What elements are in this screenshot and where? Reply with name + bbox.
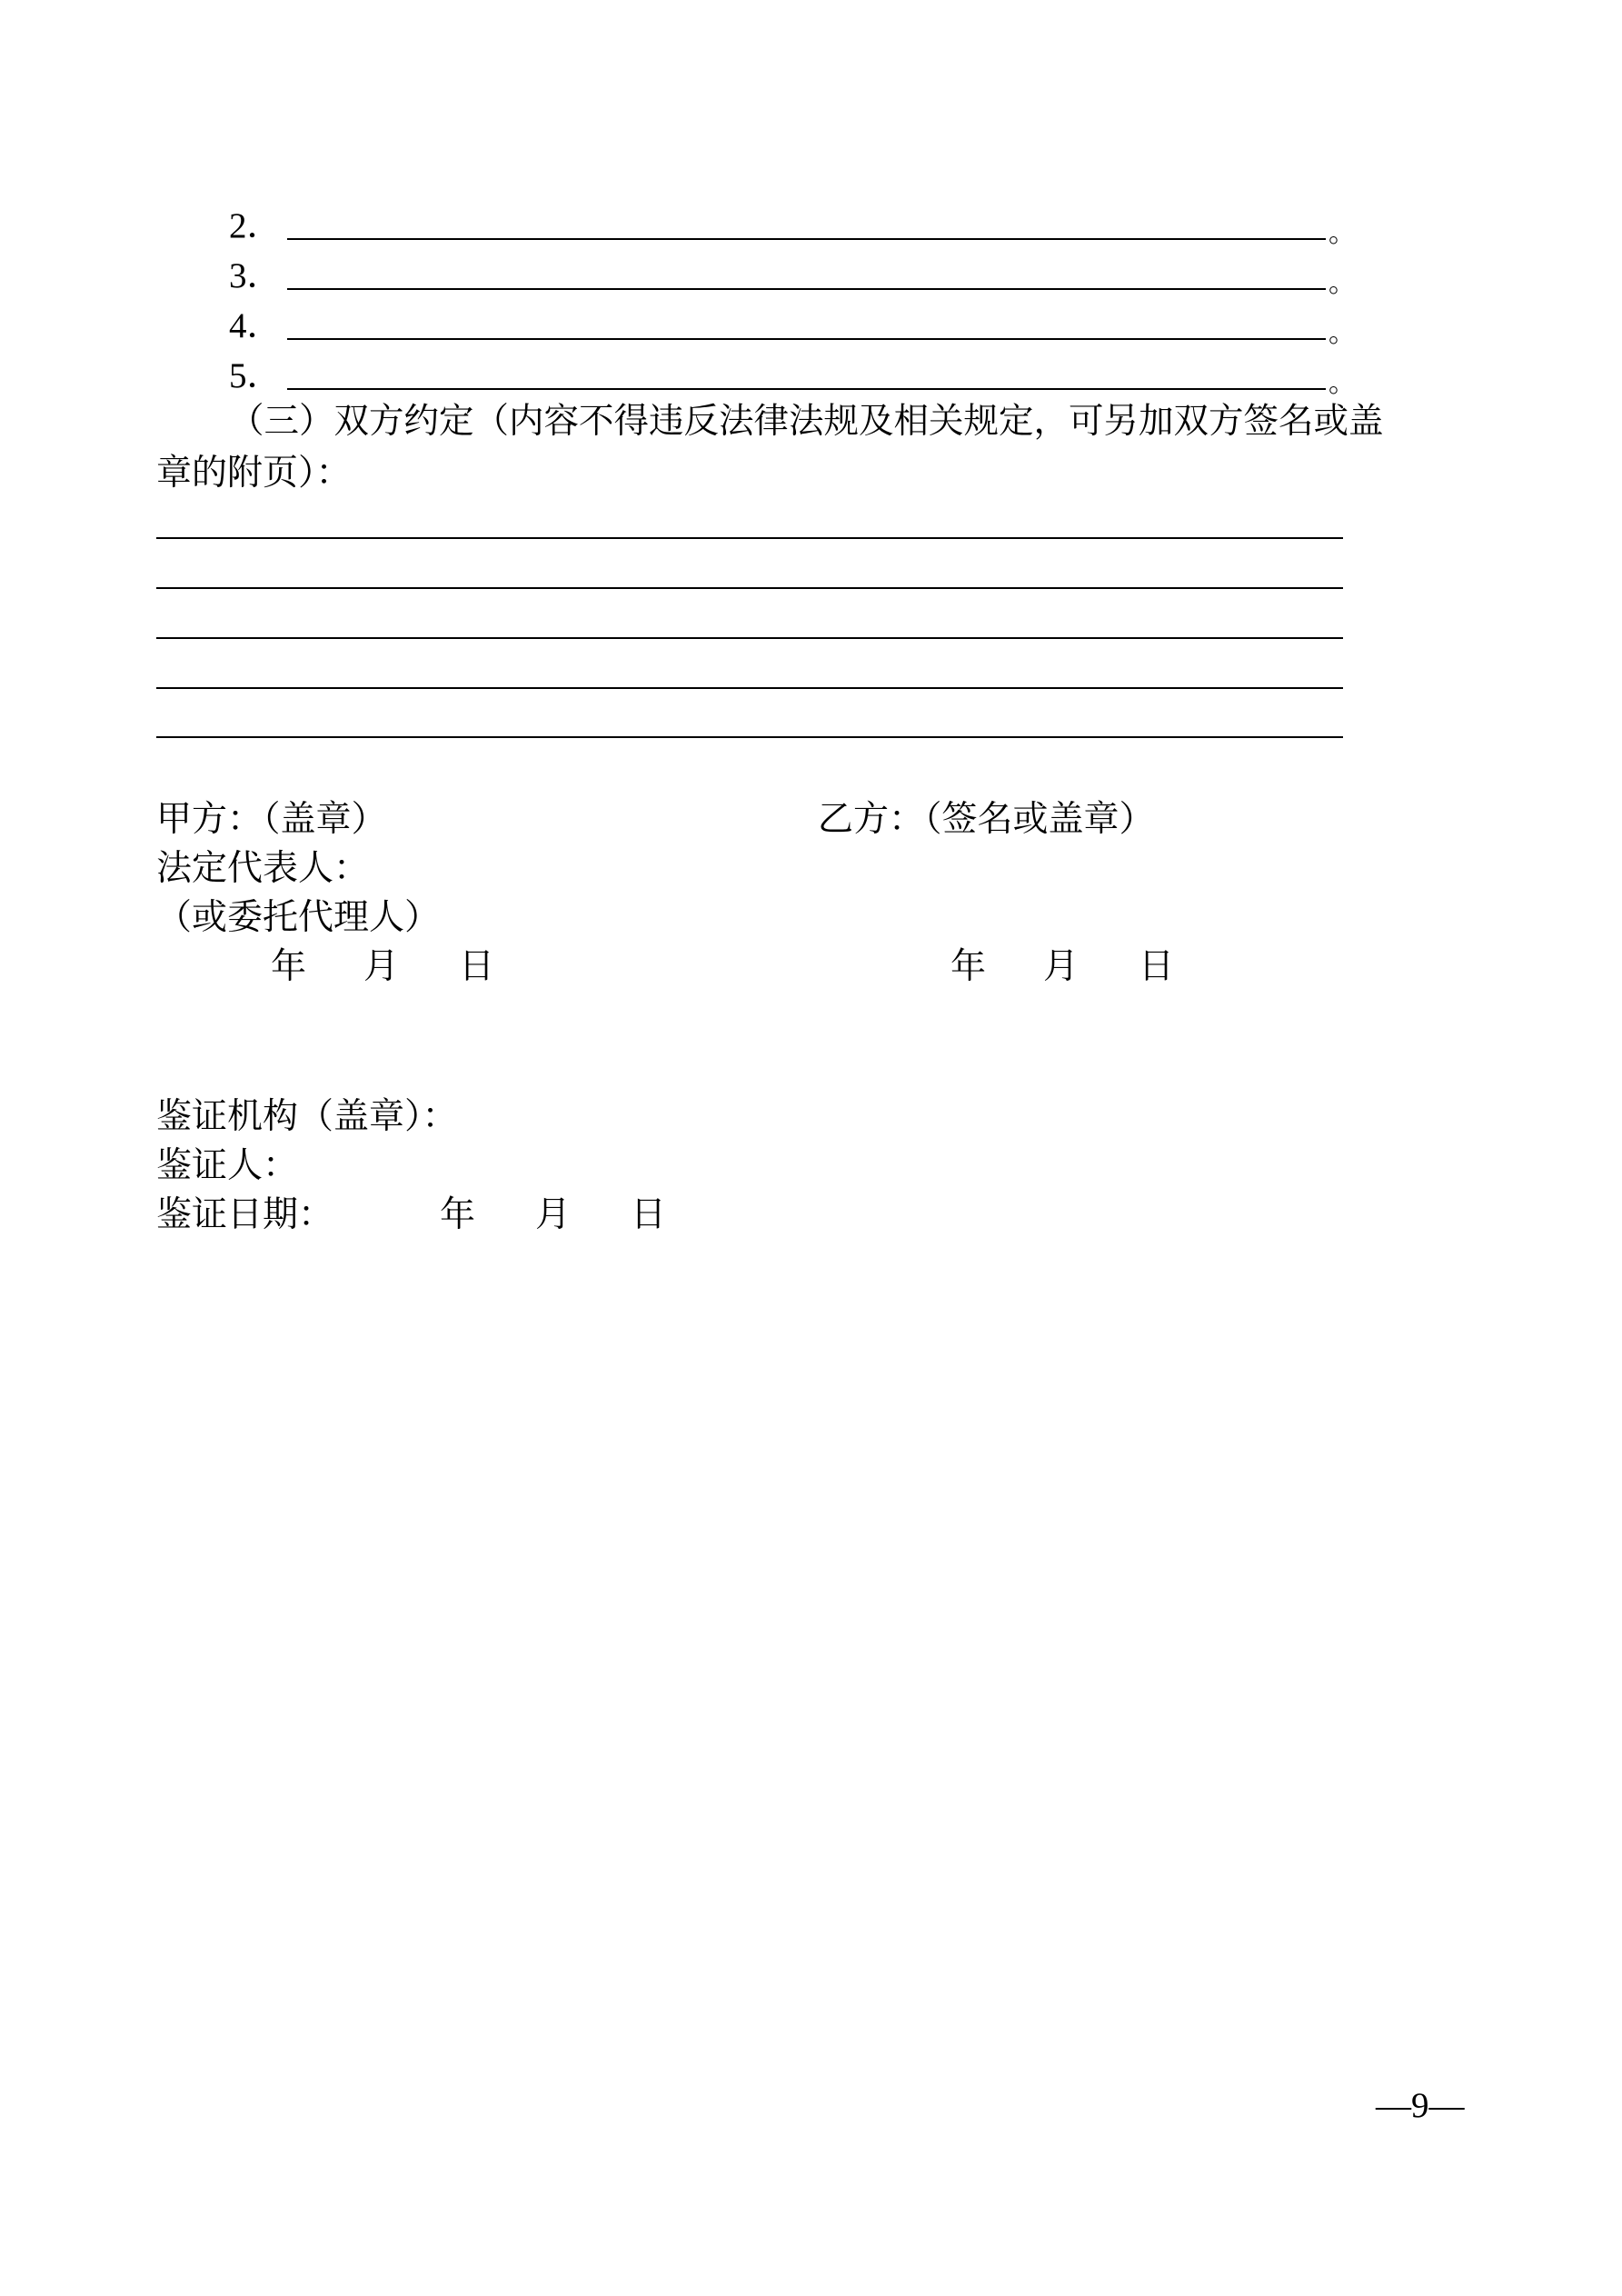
item-blank-line: [287, 238, 1326, 240]
party-b-date-year: 年: [950, 946, 987, 987]
certification-date-day: 日: [631, 1194, 667, 1235]
party-a-date-month: 月: [363, 946, 400, 987]
certifier-label: 鉴证人：: [156, 1145, 299, 1186]
agreement-blank-line: [156, 687, 1343, 689]
agreement-blank-line: [156, 587, 1343, 589]
party-b-label: 乙方：（签名或盖章）: [818, 799, 1155, 840]
item-number: 2．: [229, 206, 283, 245]
certification-date-year: 年: [440, 1194, 476, 1235]
certification-date-month: 月: [535, 1194, 572, 1235]
item-end-mark: 。: [1328, 367, 1356, 399]
item-blank-line: [287, 338, 1326, 340]
agreement-paragraph-line1: （三）双方约定（内容不得违反法律法规及相关规定，可另加双方签名或盖: [229, 401, 1384, 442]
item-number: 4．: [229, 306, 283, 345]
party-a-date-year: 年: [271, 946, 307, 987]
item-end-mark: 。: [1328, 217, 1356, 249]
party-a-label: 甲方：（盖章）: [156, 799, 387, 840]
party-b-date-month: 月: [1043, 946, 1080, 987]
item-end-mark: 。: [1328, 317, 1356, 349]
agreement-blank-line: [156, 537, 1343, 539]
party-a-date-day: 日: [459, 946, 495, 987]
agreement-blank-line: [156, 637, 1343, 639]
legal-representative-label: 法定代表人：: [156, 848, 370, 889]
page-number: —9—: [1376, 2086, 1465, 2125]
item-blank-line: [287, 388, 1326, 390]
item-blank-line: [287, 288, 1326, 290]
agreement-blank-line: [156, 736, 1343, 738]
certification-agency-label: 鉴证机构（盖章）：: [156, 1096, 458, 1137]
item-end-mark: 。: [1328, 267, 1356, 299]
certification-date-label: 鉴证日期：: [156, 1194, 334, 1235]
item-number: 5．: [229, 356, 283, 395]
authorized-agent-label: （或委托代理人）: [156, 897, 441, 938]
party-b-date-day: 日: [1139, 946, 1175, 987]
agreement-paragraph-line2: 章的附页）：: [156, 453, 352, 494]
item-number: 3．: [229, 256, 283, 295]
